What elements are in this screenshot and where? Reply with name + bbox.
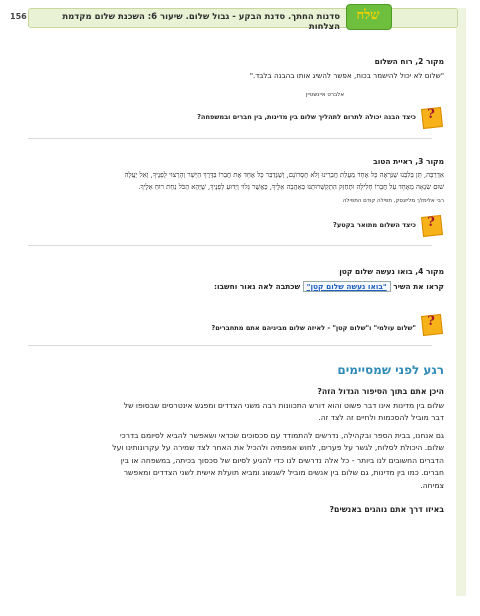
question-note-icon: ? xyxy=(420,312,442,334)
source4-title: מקור 4, בואו נעשה שלום קטן xyxy=(339,267,444,276)
source3-question: כיצד השלום מתואר בקטע? xyxy=(333,221,416,229)
divider xyxy=(28,345,432,346)
source2-quote: "שלום לא יכול להישמר בכוח, אפשר להשיג אותו בהבנה בלבד." xyxy=(249,71,444,80)
shelach-logo xyxy=(346,4,442,28)
paragraph-line: שלום בין מדינות אינו דבר פשוט והוא דורש התכוונות רבה משני הצדדים ומפגש אינטרסים שבסופו של xyxy=(123,401,444,410)
question-note-icon: ? xyxy=(420,213,442,235)
closing-question-2: באיזו דרך אתם נוהגים באנשים? xyxy=(329,505,444,514)
source3-quote-line-2: שׁוּם שִׂנְאָה מֵאֶחָד עַל חֲבֵרוֹ חָלִילָה וּתְחַזֵּק הִתְקַשְּׁרוּתֵנוּ בְּאַהֲבָה אֵלֶיךָ, כַּאֲשֶׁר גָּלוּי וְיָדוּעַ לְפָנֶיךָ, שֶׁיְּהֵא הַכֹּל נַחַת רוּחַ אֵלֶיךָ. xyxy=(138,183,444,191)
paragraph-line: הדברים החשובים לנו ביותר - כל אלה נדרשים לנו כדי להגיע לסיום של סכסוך בכיתה, במשפחה או בין xyxy=(120,455,444,465)
paragraph-line: גם אנחנו, בבית הספר ובקהילה, נדרשים להתמודד עם סכסוכים שכדאי ושאפשר להביא לסיומם בדרכי xyxy=(119,431,444,440)
closing-heading: רגע לפני שמסיימים xyxy=(337,363,444,377)
source4-question: "שלום עולמי" ו"שלום קטן" - לאיזה שלום מביניהם אתם מתחברים? xyxy=(211,324,416,332)
source3-author: רבי אלימלך מליזנסק, תפילה קודם התפילה xyxy=(342,198,444,204)
page-margin-strip xyxy=(456,8,466,596)
source2-author: אלברט איינשטיין xyxy=(305,92,344,98)
source2-title: מקור 2, רוח השלום xyxy=(374,57,444,66)
source2-question: כיצד הבנה יכולה לתרום לתהליך שלום בין מדינות, בין חברים ובמשפחה? xyxy=(197,113,416,121)
instruction-end: שכתבה לאה נאור וחשבו: xyxy=(214,282,303,291)
divider xyxy=(28,138,432,139)
paragraph-line: צמיחה. xyxy=(420,480,444,490)
paragraph-line: חברים. כמו בין מדינות, גם שלום בין אנשים מוביל לשגשוג ומביא תועלת אישית לשני הצדדים ומאפשר xyxy=(123,468,444,478)
lesson-title: סדנות החתך. סדנת הבקע - גבול שלום. שיעור 6: השכנת שלום מקדמת הצלחות xyxy=(62,12,340,32)
closing-paragraph-2 xyxy=(36,430,444,492)
paragraph-line: דבר מוביל להסכמות ולחיים זה לצד זה. xyxy=(318,413,444,423)
source3-quote-line-1: אַדְרַבָּה, תֵּן בְּלִבֵּנוּ שֶׁנִּרְאֶה כָּל אֶחָד מַעֲלַת חֲבֵרֵינוּ וְלֹא חֶסְרוֹנָם, וְשֶׁנְּדַבֵּר כָּל אֶחָד אֶת חֲבֵרוֹ בַּדֶּרֶךְ הַיָּשָׁר וְהָרָצוּי לְפָנֶיךָ, וְאַל יַעֲלֶה xyxy=(124,171,444,179)
source3-title: מקור 3, ראיית הטוב xyxy=(373,157,444,166)
source4-instruction xyxy=(40,282,444,291)
instruction-start: קראו את השיר xyxy=(390,282,444,291)
question-note-icon: ? xyxy=(420,105,442,127)
logo-text: שלח xyxy=(356,8,380,23)
page-number: 156 xyxy=(10,12,27,21)
divider xyxy=(28,245,432,246)
page-header xyxy=(0,0,480,32)
paragraph-line: שלום. היכולת לסלוח, לגשר על פערים, לחוש אמפתיה ולהכיל את האחר לצד שמירה על עקרונותינו ועל xyxy=(112,443,444,453)
closing-paragraph-1 xyxy=(36,400,444,425)
closing-question-1: היכן אתם בתוך הסיפור הגדול הזה? xyxy=(317,387,444,396)
song-link[interactable]: "בואו נעשה שלום קטן" xyxy=(303,281,391,292)
